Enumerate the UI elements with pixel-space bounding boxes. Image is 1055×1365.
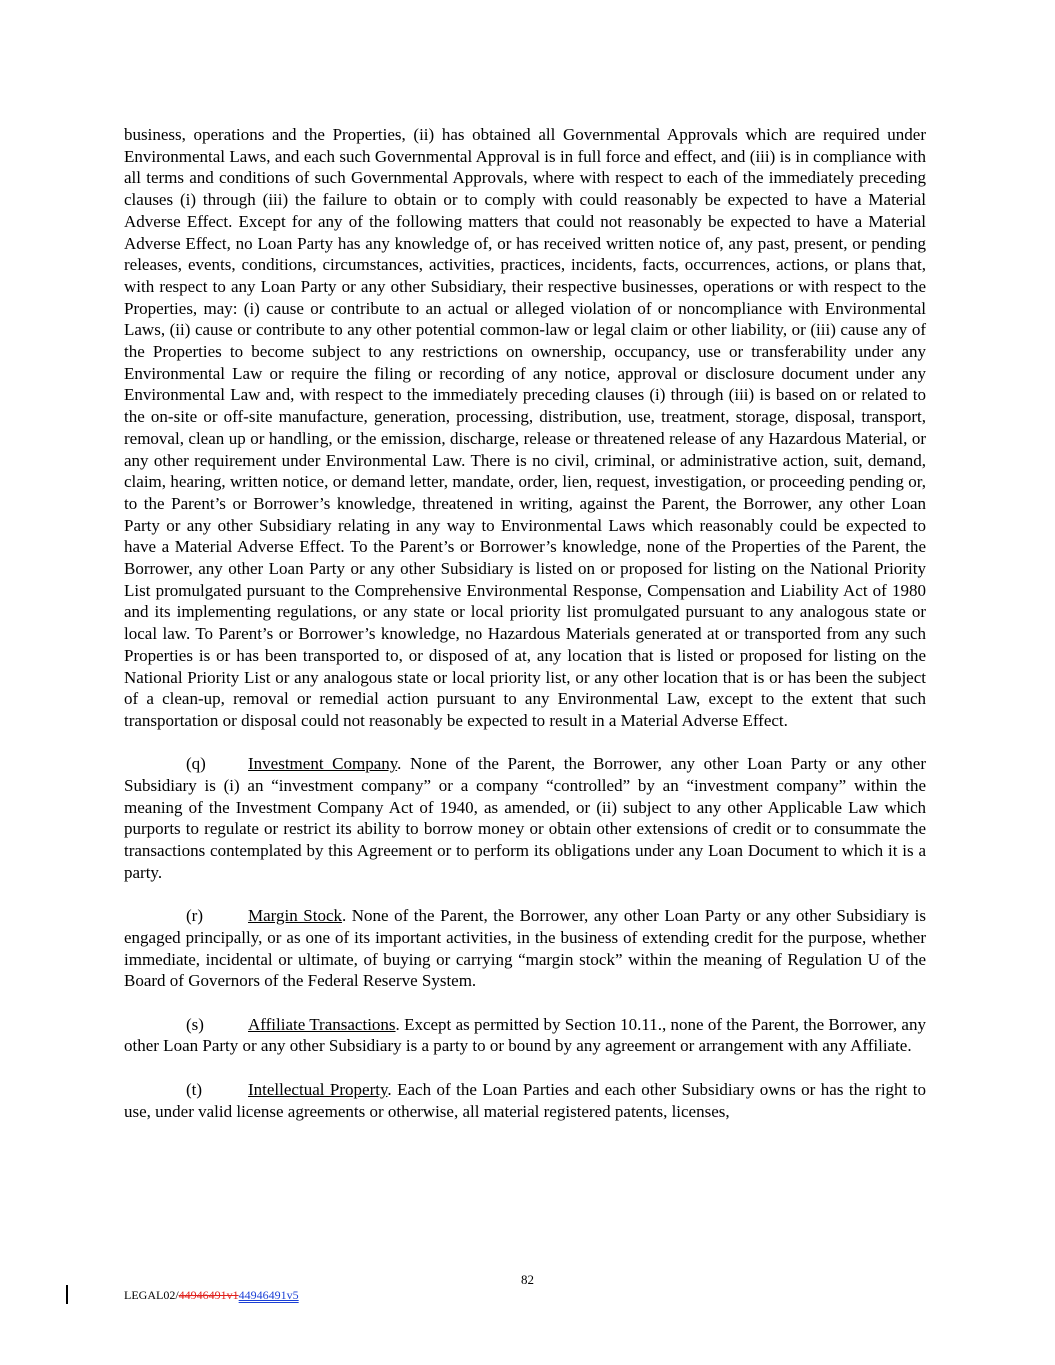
section-text: . None of the Parent, the Borrower, any other Loan Party or any other Subsidiary is engaged principally, or as one of its important activities, in the business of extending credit for the purpose, whether immediate, incidental or ultimate, of buying or carrying “margin stock” within the meaning of Regulation U of the Board of Governors of the Federal Reserve System. bbox=[124, 906, 927, 991]
section-s bbox=[124, 1014, 926, 1057]
continuation-paragraph: business, operations and the Properties, (ii) has obtained all Governmental Approvals which are required under Environmental Laws, and each such Governmental Approval is in full force and effect, and (iii) is in compliance with all terms and conditions of such Governmental Approvals, where with respect to each of the immediately preceding clauses (i) through (iii) the failure to obtain or to comply with could reasonably be expected to have a Material Adverse Effect. Except for any of the following matters that could not reasonably be expected to have a Material Adverse Effect, no Loan Party has any knowledge of, or has received written notice of, any past, present, or pending releases, events, conditions, circumstances, activities, practices, incidents, facts, occurrences, actions, or plans that, with respect to any Loan Party or any other Subsidiary, their respective businesses, operations or with respect to the Properties, may: (i) cause or contribute to an actual or alleged violation of or noncompliance with Environmental Laws, (ii) cause or contribute to any other potential common-law or legal claim or other liability, or (iii) cause any of the Properties to become subject to any restrictions on ownership, occupancy, use or transferability under any Environmental Law or require the filing or recording of any notice, approval or disclosure document under any Environmental Law and, with respect to the immediately preceding clauses (i) through (iii) is based on or related to the on-site or off-site manufacture, generation, processing, distribution, use, treatment, storage, disposal, transport, removal, clean up or handling, or the emission, discharge, release or threatened release of any Hazardous Material, or any other requirement under Environmental Law. There is no civil, criminal, or administrative action, suit, demand, claim, hearing, written notice, or demand letter, mandate, order, lien, request, investigation, or proceeding pending or, to the Parent’s or Borrower’s knowledge, threatened in writing, against the Parent, the Borrower, any other Loan Party or any other Subsidiary relating in any way to Environmental Laws which reasonably could be expected to have a Material Adverse Effect. To the Parent’s or Borrower’s knowledge, none of the Properties of the Parent, the Borrower, any other Loan Party or any other Subsidiary is listed on or proposed for listing on the National Priority List promulgated pursuant to the Comprehensive Environmental Response, Compensation and Liability Act of 1980 and its implementing regulations, or any state or local priority list promulgated pursuant to any analogous state or local law. To Parent’s or Borrower’s knowledge, no Hazardous Materials generated at or transported from any such Properties is or has been transported to, or disposed of at, any location that is listed or proposed for listing on the National Priority List or any analogous state or local priority list, or any other location that is or has been the subject of a clean-up, removal or remedial action pursuant to any Environmental Law, except to the extent that such transportation or disposal could not reasonably be expected to result in a Material Adverse Effect. bbox=[124, 125, 926, 730]
doc-id-deleted: 44946491v1 bbox=[178, 1288, 239, 1302]
document-body bbox=[124, 124, 926, 1144]
section-text: . Except as permitted by Section 10.11., none of the Parent, the Borrower, any other Loan Party or any other Subsidiary is a party to or bound by any agreement or arrangement with any Affiliate. bbox=[124, 1014, 926, 1056]
section-heading: Investment Company bbox=[248, 754, 398, 774]
section-index: (r) bbox=[186, 906, 203, 926]
section-q bbox=[124, 753, 926, 883]
doc-prefix: LEGAL02/ bbox=[124, 1288, 179, 1302]
section-index: (s) bbox=[186, 1014, 204, 1034]
section-heading: Affiliate Transactions bbox=[248, 1014, 396, 1034]
document-id bbox=[124, 1288, 299, 1303]
doc-id-inserted: 44946491v5 bbox=[238, 1288, 299, 1302]
section-text: . None of the Parent, the Borrower, any other Loan Party or any other Subsidiary is (i) an “investment company” or a company “controlled” by an “investment company” within the meaning of the Investment Company Act of 1940, as amended, or (ii) subject to any other Applicable Law which purports to regulate or restrict its ability to borrow money or obtain other extensions of credit or to consummate the transactions contemplated by this Agreement or to perform its obligations under any Loan Document to which it is a party. bbox=[124, 754, 926, 882]
section-r bbox=[124, 905, 926, 992]
section-t bbox=[124, 1079, 926, 1122]
section-heading: Intellectual Property bbox=[248, 1079, 388, 1099]
section-index: (q) bbox=[186, 754, 206, 774]
section-text: . Each of the Loan Parties and each other Subsidiary owns or has the right to use, under valid license agreements or otherwise, all material registered patents, licenses, bbox=[124, 1079, 926, 1121]
change-bar bbox=[66, 1285, 68, 1304]
page-number: 82 bbox=[521, 1272, 534, 1287]
section-heading: Margin Stock bbox=[248, 906, 342, 926]
section-index: (t) bbox=[186, 1079, 203, 1099]
